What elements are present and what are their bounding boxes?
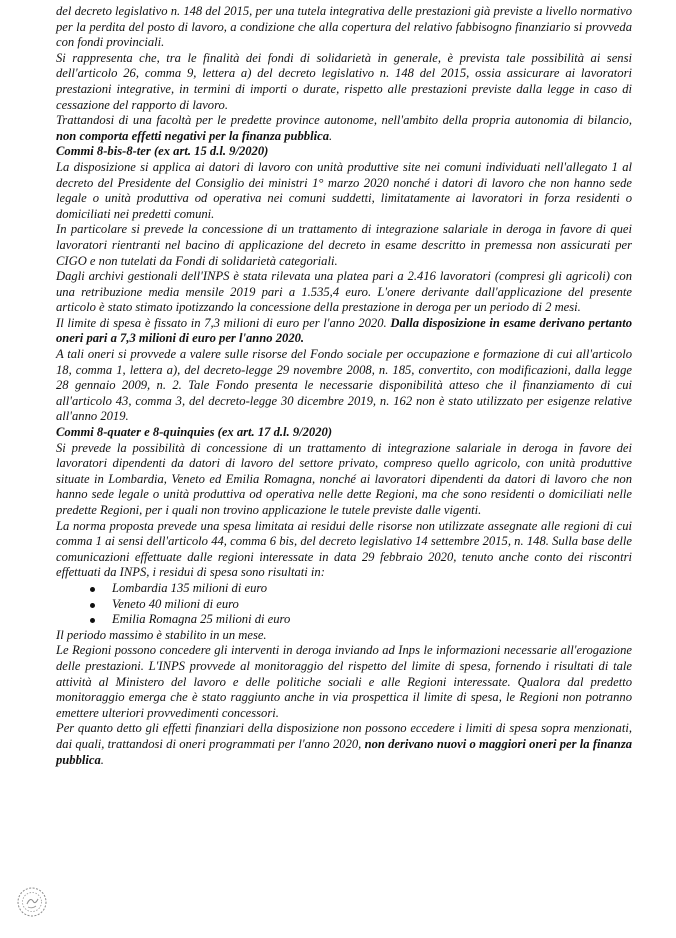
paragraph: Si rappresenta che, tra le finalità dei fondi di solidarietà in generale, è prevista tale possibilità ai sensi dell'articolo 26, comma 9, lettera a) del decreto legislativo n. 148 del 2015, ossia assicurare ai lavoratori prestazioni integrative, in termini di importi o durate, rispetto alle prestazioni previste dalla legge in caso di cessazione del rapporto di lavoro.	[56, 50, 632, 112]
list-item	[56, 581, 632, 597]
paragraph-bold: non comporta effetti negativi per la finanza pubblica	[56, 128, 329, 143]
paragraph: Dagli archivi gestionali dell'INPS è stata rilevata una platea pari a 2.416 lavoratori (compresi gli agricoli) con una retribuzione media mensile 2019 pari a 1.535,4 euro. L'onere derivante dall'applicazione del presente articolo è stato stimato ipotizzando la concessione della prestazione in deroga per un periodo di 2 mesi.	[56, 269, 632, 315]
paragraph: In particolare si prevede la concessione di un trattamento di integrazione salariale in deroga in favore di quei lavoratori rientranti nel bacino di applicazione del decreto in esame descritto in premessa non assicurati per CIGO e non tutelati da Fondi di solidarietà categoriali.	[56, 222, 632, 268]
section-heading: Commi 8-quater e 8-quinquies (ex art. 17 d.l. 9/2020)	[56, 425, 333, 440]
paragraph: La norma proposta prevede una spesa limitata ai residui delle risorse non utilizzate assegnate alle regioni di cui comma 1 ai sensi dell'articolo 44, comma 6 bis, del decreto legislativo 14 settembre 2015, n. 148. Sulla base delle comunicazioni effettuate dalle regioni interessate in data 29 febbraio 2020, tenuto anche conto dei riscontri effettuati da INPS, i residui di spesa sono risultati in:	[56, 518, 632, 580]
paragraph-tail: .	[100, 752, 104, 767]
paragraph-text: Il limite di spesa è fissato in 7,3 milioni di euro per l'anno 2020.	[56, 315, 391, 330]
list-item-text: Veneto 40 milioni di euro	[112, 596, 239, 611]
paragraph: Il periodo massimo è stabilito in un mese.	[56, 627, 267, 642]
list-item-text: Lombardia 135 milioni di euro	[112, 580, 268, 595]
paragraph-bold: non derivano nuovi o maggiori oneri per la finanza pubblica	[56, 736, 633, 767]
paragraph-tail: .	[329, 128, 333, 143]
list-item	[56, 612, 632, 628]
paragraph: A tali oneri si provvede a valere sulle risorse del Fondo sociale per occupazione e formazione di cui all'articolo 18, comma 1, lettera a), del decreto-legge 29 novembre 2008, n. 185, convertito, con modificazioni, dalla legge 28 gennaio 2009, n. 2. Tale Fondo presenta le necessarie disponibilità atteso che il finanziamento di cui all'articolo 43, comma 3, del decreto-legge 30 dicembre 2019, n. 162 non è stato utilizzato per esigenze relative all'anno 2019.	[56, 347, 632, 424]
section-heading: Commi 8-bis-8-ter (ex art. 15 d.l. 9/2020)	[56, 144, 269, 159]
paragraph-bold: Dalla disposizione in esame derivano pertanto oneri pari a 7,3 milioni di euro per l'anno 2020.	[56, 315, 632, 346]
paragraph	[56, 721, 632, 768]
official-seal-icon	[16, 886, 48, 918]
paragraph	[56, 316, 632, 347]
paragraph: La disposizione si applica ai datori di lavoro con unità produttive site nei comuni individuati nell'allegato 1 al decreto del Presidente del Consiglio dei ministri 1° marzo 2020 nonché i datori di lavoro che non hanno sede legale o unità produttiva od operativa nei comuni suddetti, limitatamente ai lavoratori in forza residenti o domiciliati nei predetti comuni.	[56, 159, 632, 221]
document-page	[56, 4, 632, 768]
paragraph	[56, 113, 632, 144]
bullet-icon	[90, 587, 95, 592]
list-item-text: Emilia Romagna 25 milioni di euro	[112, 612, 291, 627]
paragraph-text: Trattandosi di una facoltà per le predette province autonome, nell'ambito della propria autonomia di bilancio,	[56, 113, 632, 128]
residui-list	[56, 581, 632, 628]
paragraph-text: Per quanto detto gli effetti finanziari della disposizione non possono eccedere i limiti di spesa sopra menzionati, dai quali, trattandosi di oneri programmati per l'anno 2020,	[56, 721, 632, 751]
paragraph: Le Regioni possono concedere gli interventi in deroga inviando ad Inps le informazioni necessarie all'erogazione delle prestazioni. L'INPS provvede al monitoraggio del rispetto del limite di spesa, fornendo i risultati di tale attività al Ministero del lavoro e delle politiche sociali e alle Regioni interessate. Qualora dal predetto monitoraggio emerga che è stato raggiunto anche in via prospettica il limite di spesa, le Regioni non potranno emettere ulteriori provvedimenti concessori.	[56, 643, 632, 720]
bullet-icon	[90, 603, 95, 608]
paragraph: Si prevede la possibilità di concessione di un trattamento di integrazione salariale in deroga in favore dei lavoratori dipendenti da datori di lavoro del settore privato, compreso quello agricolo, con unità produttive situate in Lombardia, Veneto ed Emilia Romagna, nonché ai lavoratori dipendenti da datori di lavoro che non hanno sede legale o unità produttiva od operativa nelle dette Regioni, ma che sono residenti o domiciliati nelle predette Regioni, per i quali non trovino applicazione le tutele previste dalle vigenti.	[56, 440, 632, 517]
paragraph: del decreto legislativo n. 148 del 2015, per una tutela integrativa delle prestazioni già previste a livello normativo per la perdita del posto di lavoro, a condizione che alla copertura del relativo fabbisogno finanziario si provveda con fondi provinciali.	[56, 4, 632, 50]
bullet-icon	[90, 618, 95, 623]
list-item	[56, 597, 632, 613]
